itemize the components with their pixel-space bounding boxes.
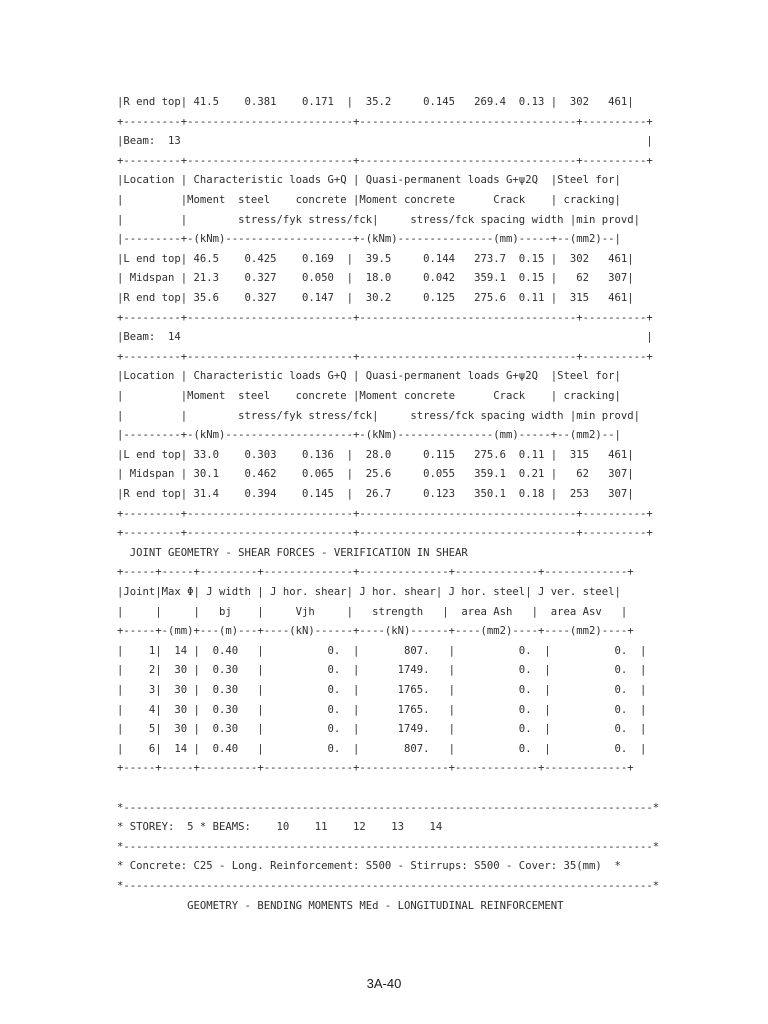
report-line: |R end top| 35.6 0.327 0.147 | 30.2 0.125 275.6 0.11 | 315 461| — [117, 292, 634, 304]
report-line: +---------+--------------------------+----------------------------------+----------+ — [117, 154, 653, 167]
section-title: GEOMETRY - BENDING MOMENTS MEd - LONGITUDINAL REINFORCEMENT — [117, 899, 564, 912]
report-line: | 5| 30 | 0.30 | 0. | 1749. | 0. | 0. | — [117, 723, 647, 736]
report-line: | | stress/fyk stress/fck| stress/fck spacing width |min provd| — [117, 409, 640, 422]
report-line: |Beam: 13 | — [117, 135, 653, 148]
report-line: |---------+-(kNm)--------------------+-(kNm)---------------(mm)-----+--(mm2)--| — [117, 233, 621, 246]
report-line: | 4| 30 | 0.30 | 0. | 1765. | 0. | 0. | — [117, 703, 647, 716]
report-line: |Location | Characteristic loads G+Q | Quasi-permanent loads G+ψ2Q |Steel for| — [117, 370, 621, 383]
report-line: +---------+--------------------------+----------------------------------+----------+ — [117, 507, 653, 520]
report-line: | Midspan | 21.3 0.327 0.050 | 18.0 0.042 359.1 0.15 | 62 307| — [117, 272, 634, 285]
report-line: +-----+-----+---------+--------------+--------------+-------------+-------------+ — [117, 566, 634, 579]
report-line: | 2| 30 | 0.30 | 0. | 1749. | 0. | 0. | — [117, 664, 647, 677]
storey-header: * STOREY: 5 * BEAMS: 10 11 12 13 14 — [117, 821, 443, 834]
report-line: +---------+--------------------------+----------------------------------+----------+ — [117, 115, 653, 128]
report-line: |L end top| 46.5 0.425 0.169 | 39.5 0.144 273.7 0.15 | 302 461| — [117, 252, 634, 265]
report-line: |Location | Characteristic loads G+Q | Quasi-permanent loads G+ψ2Q |Steel for| — [117, 174, 621, 187]
report-line: |R end top| 41.5 0.381 0.171 | 35.2 0.145 269.4 0.13 | 302 461| — [117, 96, 634, 108]
report-line: *-----------------------------------------------------------------------------------* — [117, 840, 660, 853]
report-line: +-----+-----+---------+--------------+--------------+-------------+-------------+ — [117, 762, 634, 775]
report-line: | | | bj | Vjh | strength | area Ash | area Asv | — [117, 605, 628, 618]
report-line: | 6| 14 | 0.40 | 0. | 807. | 0. | 0. | — [117, 742, 647, 755]
report-line: |---------+-(kNm)--------------------+-(kNm)---------------(mm)-----+--(mm2)--| — [117, 429, 621, 442]
report-line: | |Moment steel concrete |Moment concrete Crack | cracking| — [117, 194, 621, 206]
report-line: |Joint|Max Φ| J width | J hor. shear| J hor. shear| J hor. steel| J ver. steel| — [117, 586, 621, 598]
report-line: |R end top| 31.4 0.394 0.145 | 26.7 0.123 350.1 0.18 | 253 307| — [117, 488, 634, 500]
materials-line: * Concrete: C25 - Long. Reinforcement: S500 - Stirrups: S500 - Cover: 35(mm) * — [117, 860, 621, 873]
report-line: +-----+-(mm)+---(m)---+----(kN)------+----(kN)------+----(mm2)----+----(mm2)----+ — [117, 625, 634, 638]
report-line: +---------+--------------------------+----------------------------------+----------+ — [117, 350, 653, 363]
page-number: 3A-40 — [366, 976, 402, 991]
report-line: *-----------------------------------------------------------------------------------* — [117, 880, 660, 892]
report-line: +---------+--------------------------+----------------------------------+----------+ — [117, 527, 653, 540]
report-line: | 1| 14 | 0.40 | 0. | 807. | 0. | 0. | — [117, 644, 647, 657]
report-line: |L end top| 33.0 0.303 0.136 | 28.0 0.115 275.6 0.11 | 315 461| — [117, 448, 634, 461]
report-line: +---------+--------------------------+----------------------------------+----------+ — [117, 311, 653, 324]
section-title: JOINT GEOMETRY - SHEAR FORCES - VERIFICATION IN SHEAR — [117, 546, 468, 559]
report-line: | Midspan | 30.1 0.462 0.065 | 25.6 0.055 359.1 0.21 | 62 307| — [117, 468, 634, 481]
report-line: |Beam: 14 | — [117, 331, 653, 344]
report-line: | 3| 30 | 0.30 | 0. | 1765. | 0. | 0. | — [117, 684, 647, 696]
report-line: *-----------------------------------------------------------------------------------* — [117, 801, 660, 814]
report-line: | | stress/fyk stress/fck| stress/fck spacing width |min provd| — [117, 213, 640, 226]
report-line: | |Moment steel concrete |Moment concrete Crack | cracking| — [117, 390, 621, 402]
